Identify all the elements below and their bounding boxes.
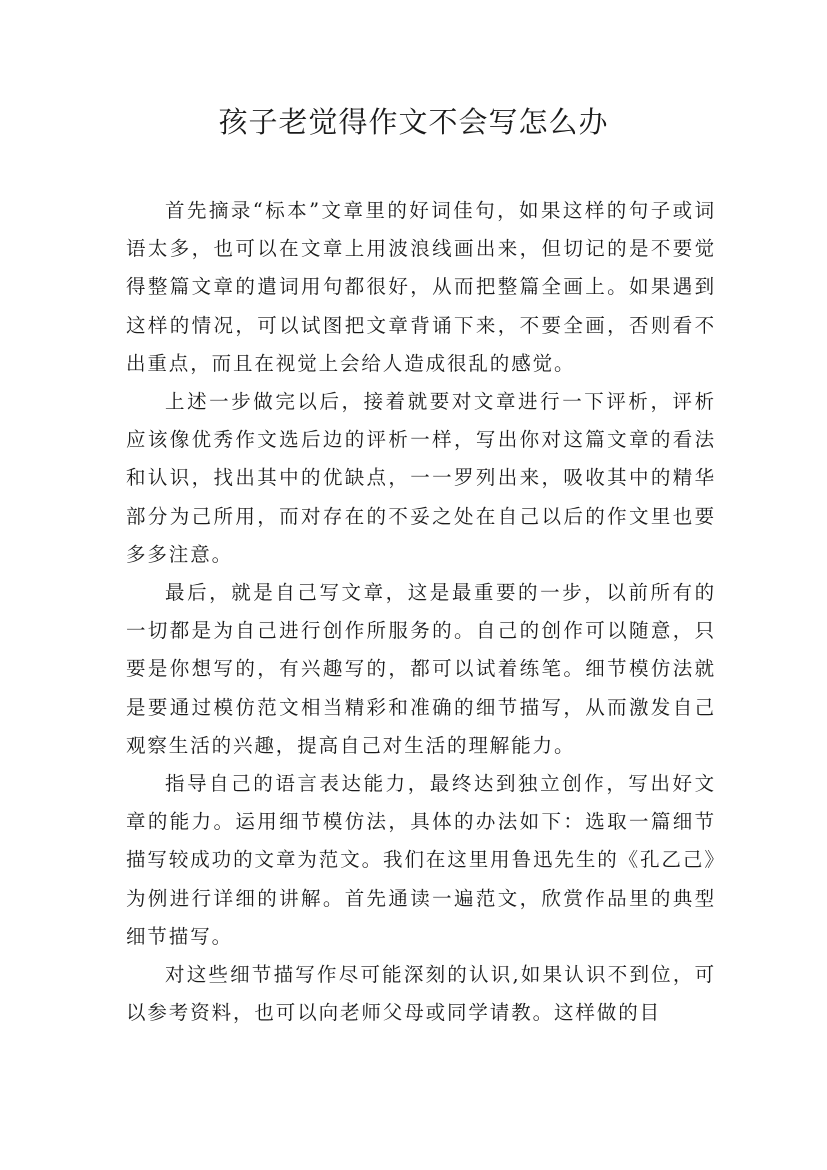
paragraph-4: 指导自己的语言表达能力，最终达到独立创作，写出好文章的能力。运用细节模仿法，具体的办法如下：选取一篇细节描写较成功的文章为范文。我们在这里用鲁迅先生的《孔乙己》为例进行详细的讲解。首先通读一遍范文，欣赏作品里的典型细节描写。	[126, 772, 716, 948]
paragraph-3: 最后，就是自己写文章，这是最重要的一步，以前所有的一切都是为自己进行创作所服务的。自己的创作可以随意，只要是你想写的，有兴趣写的，都可以试着练笔。细节模仿法就是要通过模仿范文相当精彩和准确的细节描写，从而激发自己观察生活的兴趣，提高自己对生活的理解能力。	[126, 581, 716, 757]
document-title: 孩子老觉得作文不会写怎么办	[218, 105, 609, 139]
paragraph-5: 对这些细节描写作尽可能深刻的认识,如果认识不到位，可以参考资料，也可以向老师父母或同学请教。这样做的目	[126, 963, 716, 1025]
paragraph-1: 首先摘录“标本”文章里的好词佳句，如果这样的句子或词语太多，也可以在文章上用波浪线画出来，但切记的是不要觉得整篇文章的遣词用句都很好，从而把整篇全画上。如果遇到这样的情况，可以试图把文章背诵下来，不要全画，否则看不出重点，而且在视觉上会给人造成很乱的感觉。	[126, 199, 716, 375]
paragraph-2: 上述一步做完以后，接着就要对文章进行一下评析，评析应该像优秀作文选后边的评析一样，写出你对这篇文章的看法和认识，找出其中的优缺点，一一罗列出来，吸收其中的精华部分为己所用，而对存在的不妥之处在自己以后的作文里也要多多注意。	[126, 390, 716, 566]
document-body	[126, 192, 716, 1032]
